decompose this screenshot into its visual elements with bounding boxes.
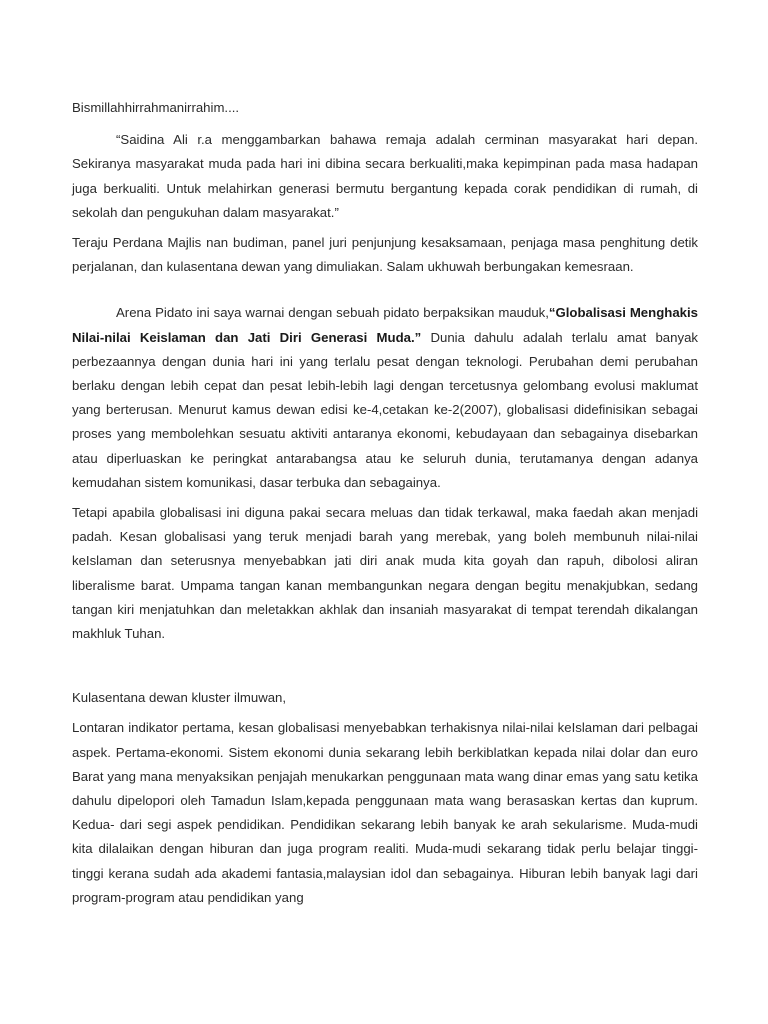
audience-address: Kulasentana dewan kluster ilmuwan, (72, 690, 287, 706)
document-body (72, 96, 698, 910)
speech-title: “Globalisasi Menghakis Nilai-nilai Keislaman dan Jati Diri Generasi Muda.” (72, 305, 698, 345)
globalisation-impact-paragraph: Tetapi apabila globalisasi ini diguna pakai secara meluas dan tidak terkawal, maka faedah akan menjadi padah. Kesan globalisasi yang teruk menjadi barah yang merebak, yang boleh membunuh nilai-nilai keIslaman dan seterusnya menyebabkan jati diri anak muda kita goyah dan rapuh, dibolosi aliran liberalisme barat. Umpama tangan kanan membangunkan negara dengan begitu menakjubkan, sedang tangan kiri menjatuhkan dan meletakkan akhlak dan insaniah masyarakat di tempat terendah dikalangan makhluk Tuhan. (72, 505, 698, 642)
intro-body-text: Dunia dahulu adalah terlalu amat banyak perbezaannya dengan dunia hari ini yang terlalu pesat dengan teknologi. Perubahan demi perubahan berlaku dengan lebih cepat dan pesat lebih-lebih lagi dengan tercetusnya gelombang evolusi maklumat yang berterusan. Menurut kamus dewan edisi ke-4,cetakan ke-2(2007), globalisasi didefinisikan sebagai proses yang membolehkan sesuatu aktiviti antaranya ekonomi, kebudayaan dan sebagainya disebarkan atau diperluaskan ke peringkat antarabangsa atau ke seluruh dunia, terutamanya dengan adanya kemudahan sistem komunikasi, dasar terbuka dan sebagainya. (72, 329, 698, 490)
first-point-paragraph: Lontaran indikator pertama, kesan globalisasi menyebabkan terhakisnya nilai-nilai keIslaman dari pelbagai aspek. Pertama-ekonomi. Sistem ekonomi dunia sekarang lebih berkiblatkan kepada nilai dolar dan euro Barat yang mana menyaksikan penjajah menukarkan penggunaan mata wang dinar emas yang satu ketika dahulu dipelopori oleh Tamadun Islam,kepada penggunaan mata wang berasaskan kertas dan kuprum. Kedua- dari segi aspek pendidikan. Pendidikan sekarang lebih banyak ke arah sekularisme. Muda-mudi kita dilalaikan dengan hiburan dan juga program realiti. Muda-mudi sekarang tidak perlu belajar tinggi-tinggi kerana sudah ada akademi fantasia,malaysian idol dan sebagainya. Hiburan lebih banyak lagi dari program-program atau pendidikan yang (72, 720, 698, 905)
greeting-line: Bismillahhirrahmanirrahim.... (72, 100, 240, 115)
opening-quote-paragraph: “Saidina Ali r.a menggambarkan bahawa remaja adalah cerminan masyarakat hari depan. Sekiranya masyarakat muda pada hari ini dibina secara berkualiti,maka kepimpinan pada masa hadapan juga berkualiti. Untuk melahirkan generasi bermutu bergantung kepada corak pendidikan di rumah, di sekolah dan pengukuhan dalam masyarakat.” (72, 132, 698, 220)
intro-lead-text: Arena Pidato ini saya warnai dengan sebuah pidato berpaksikan mauduk, (116, 305, 549, 321)
introduction-paragraph (72, 301, 698, 495)
salutation-paragraph: Teraju Perdana Majlis nan budiman, panel juri penjunjung kesaksamaan, penjaga masa penghitung detik perjalanan, dan kulasentana dewan yang dimuliakan. Salam ukhuwah berbungakan kemesraan. (72, 235, 698, 275)
